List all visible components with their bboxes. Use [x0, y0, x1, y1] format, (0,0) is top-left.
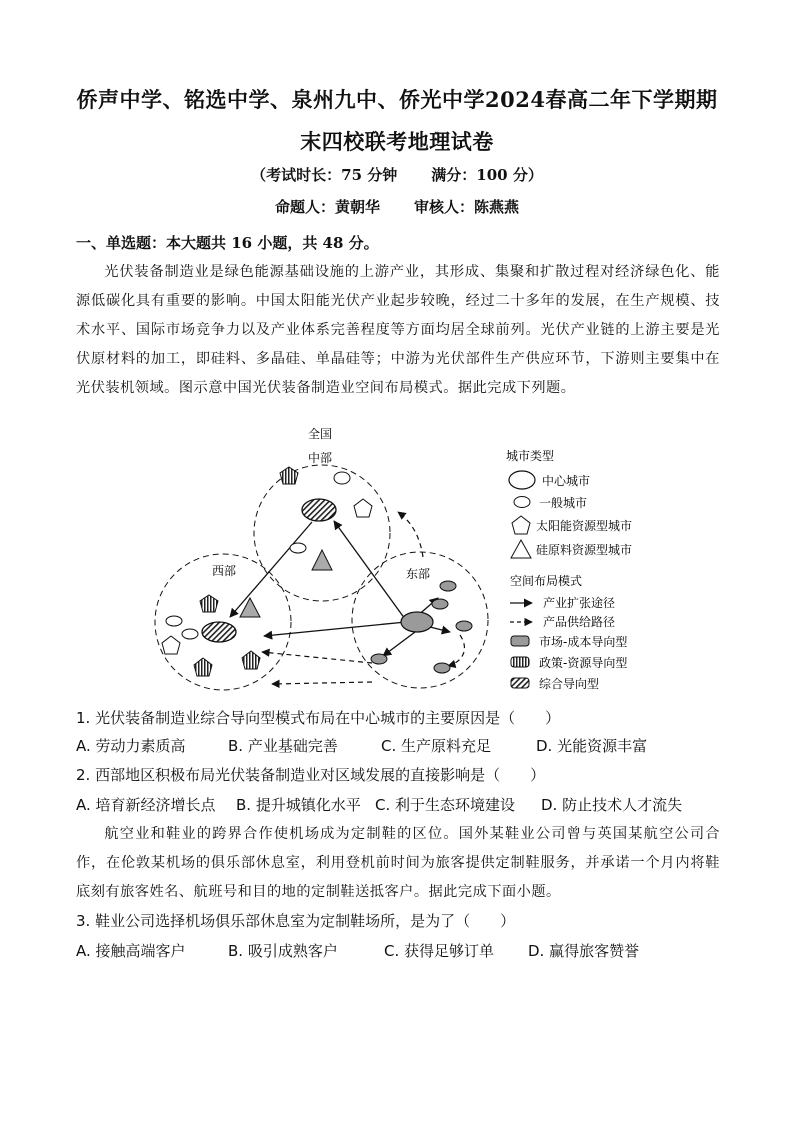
question-3-option-b[interactable]: B. 吸引成熟客户 — [228, 942, 338, 960]
question-3-option-a[interactable]: A. 接触高端客户 — [76, 942, 186, 960]
legend-center-city: 中心城市 — [542, 474, 591, 488]
legend-city-title: 城市类型 — [506, 449, 555, 463]
silicon-city — [240, 598, 260, 617]
market-city — [432, 599, 448, 609]
east-center-city — [401, 612, 433, 632]
label-national: 全国 — [308, 427, 333, 441]
legend-mode-title: 空间布局模式 — [510, 574, 583, 588]
supply-arrow — [398, 512, 423, 557]
legend-solar-city: 太阳能资源型城市 — [536, 519, 633, 533]
general-city — [290, 543, 306, 553]
solar-city — [354, 499, 372, 517]
passage-2: 航空业和鞋业的跨界合作使机场成为定制鞋的区位。国外某鞋业公司曾与英国某航空公司合作，在伦敦某机场的俱乐部休息室，利用登机前时间为旅客提供定制鞋服务，并承诺一个月内将鞋底刻有旅客姓名、航班号和目的地的定制鞋送抵客户。据此完成下面小题。 — [76, 826, 720, 900]
question-2-option-d[interactable]: D. 防止技术人才流失 — [541, 796, 683, 814]
exam-time: （考试时长：75 分钟 — [251, 166, 398, 184]
question-3-option-d[interactable]: D. 赢得旅客赞誉 — [528, 942, 640, 960]
expansion-arrow — [383, 632, 415, 656]
market-city — [434, 663, 450, 673]
exam-meta-people — [0, 196, 794, 217]
question-2-stem: 2. 西部地区积极布局光伏装备制造业对区域发展的直接影响是（ ） — [76, 766, 546, 784]
question-2-option-a[interactable]: A. 培育新经济增长点 — [76, 796, 216, 814]
passage-1: 光伏装备制造业是绿色能源基础设施的上游产业，其形成、集聚和扩散过程对经济绿色化、能源低碳化具有重要的影响。中国太阳能光伏产业起步较晚，经过二十多年的发展，在生产规模、技术水平、国际市场竞争力以及产业体系完善程度等方面均居全球前列。光伏产业链的上游主要是光伏原材料的加工，即硅料、多晶硅、单晶硅等；中游为光伏部件生产供应环节，下游则主要集中在光伏装机领域。图示意中国光伏装备制造业空间布局模式。据此完成下列题。 — [76, 264, 720, 396]
question-2-option-b[interactable]: B. 提升城镇化水平 — [236, 796, 361, 814]
question-2-option-c[interactable]: C. 利于生态环境建设 — [375, 796, 516, 814]
legend-market-swatch — [511, 636, 529, 646]
silicon-city — [312, 550, 332, 570]
supply-arrow — [272, 682, 372, 684]
question-3-stem: 3. 鞋业公司选择机场俱乐部休息室为定制鞋场所，是为了（ ） — [76, 912, 516, 930]
question-3-option-c[interactable]: C. 获得足够订单 — [384, 942, 495, 960]
expansion-arrow — [230, 522, 312, 617]
policy-pentagon-city — [194, 658, 212, 676]
central-center-city — [302, 499, 336, 521]
expansion-arrow — [264, 622, 406, 636]
central-region-circle — [254, 465, 390, 601]
policy-pentagon-city — [280, 467, 298, 484]
question-1-option-b[interactable]: B. 产业基础完善 — [228, 737, 338, 755]
author: 命题人：黄朝华 — [274, 198, 380, 216]
question-1-option-d[interactable]: D. 光能资源丰富 — [536, 737, 648, 755]
label-central: 中部 — [308, 451, 333, 465]
legend-general-city: 一般城市 — [539, 496, 588, 510]
legend-policy: 政策-资源导向型 — [539, 656, 628, 670]
full-score: 满分：100 分） — [431, 166, 543, 184]
west-center-city — [202, 622, 236, 642]
reviewer: 审核人：陈燕燕 — [414, 198, 520, 216]
legend-comprehensive: 综合导向型 — [539, 677, 600, 691]
legend-comprehensive-swatch — [511, 678, 529, 688]
legend-center-city-icon — [509, 471, 535, 489]
label-east: 东部 — [406, 567, 431, 581]
legend-market: 市场-成本导向型 — [539, 635, 628, 649]
legend-policy-swatch — [511, 657, 529, 667]
pv-layout-figure — [0, 422, 794, 702]
section-heading: 一、单选题：本大题共 16 小题，共 48 分。 — [76, 234, 379, 252]
question-1-stem: 1. 光伏装备制造业综合导向型模式布局在中心城市的主要原因是（ ） — [76, 709, 561, 727]
exam-title-line1: 侨声中学、铭选中学、泉州九中、侨光中学2024春高二年下学期期 — [76, 87, 718, 112]
general-city — [182, 629, 198, 639]
legend-expansion: 产业扩张途径 — [543, 596, 616, 610]
expansion-arrow — [334, 521, 405, 619]
general-city — [334, 472, 350, 484]
market-city — [456, 621, 472, 631]
solar-city — [162, 636, 180, 654]
legend-supply: 产品供给路径 — [543, 615, 616, 629]
exam-meta-time — [0, 164, 794, 185]
legend-silicon-city: 硅原料资源型城市 — [536, 543, 633, 557]
exam-title-line2: 末四校联考地理试卷 — [300, 129, 494, 154]
legend-silicon-triangle-icon — [511, 540, 531, 558]
legend-solar-pentagon-icon — [512, 516, 530, 534]
question-1-option-c[interactable]: C. 生产原料充足 — [381, 737, 492, 755]
market-city — [440, 581, 456, 591]
market-city — [371, 654, 387, 664]
supply-arrow — [448, 635, 464, 666]
policy-pentagon-city — [242, 651, 260, 669]
label-west: 西部 — [212, 564, 237, 578]
policy-pentagon-city — [200, 595, 218, 612]
question-1-option-a[interactable]: A. 劳动力素质高 — [76, 737, 186, 755]
legend-general-city-icon — [514, 497, 530, 508]
general-city — [166, 616, 182, 626]
